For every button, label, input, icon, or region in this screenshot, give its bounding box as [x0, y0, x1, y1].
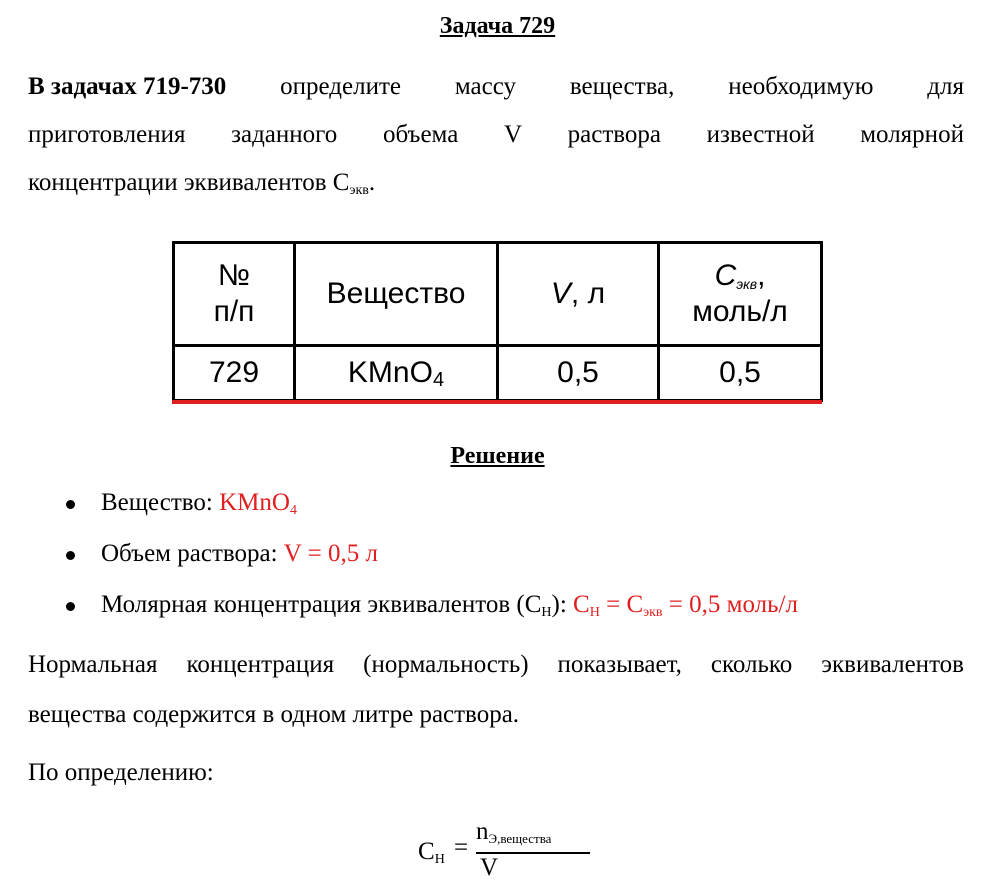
- header-number: [174, 243, 295, 346]
- table-row: [174, 346, 822, 401]
- para-word: эквивалентов: [821, 651, 964, 678]
- intro-word: раствора: [567, 121, 662, 148]
- intro-text: .: [368, 169, 376, 196]
- subscript: Н: [434, 852, 445, 867]
- paragraph-2: По определению:: [28, 759, 214, 786]
- subscript: экв: [643, 605, 663, 620]
- bullet-icon: [66, 602, 75, 611]
- cell-text: KMnO: [347, 356, 433, 389]
- header-concentration: [659, 243, 822, 346]
- subscript: экв: [736, 276, 758, 292]
- intro-word: известной: [706, 121, 815, 148]
- list-item: [0, 588, 995, 639]
- page-title: Задача 729: [439, 13, 556, 39]
- formula-numerator: [476, 818, 551, 846]
- formula-denominator: V: [480, 854, 499, 881]
- subscript: экв: [349, 183, 369, 198]
- subscript: Э,вещества: [488, 831, 552, 846]
- intro-word: массу: [454, 73, 516, 100]
- intro-word: приготовления: [28, 121, 186, 148]
- intro-text: концентрации эквивалентов С: [28, 169, 350, 196]
- item-value: V = 0,5 л: [283, 540, 378, 567]
- table-header-row: [174, 243, 822, 346]
- para-word: показывает,: [557, 651, 682, 678]
- formula-equals: =: [454, 834, 469, 861]
- bullet-icon: [66, 500, 75, 509]
- para-word: концентрация: [186, 651, 335, 678]
- intro-word: заданного: [231, 121, 338, 148]
- intro-line-3: [28, 166, 964, 200]
- item-label: Объем раствора:: [101, 540, 284, 567]
- header-text: №: [217, 259, 251, 292]
- intro-line-2: [28, 118, 964, 152]
- cell-number: 729: [174, 346, 295, 401]
- task-range-bold: В задачах 719-730: [28, 73, 227, 100]
- intro-word: молярной: [860, 121, 964, 148]
- item-label: ):: [551, 591, 574, 618]
- header-var: С: [714, 259, 737, 292]
- formula-text: n: [476, 818, 489, 845]
- header-text: ,: [757, 259, 766, 292]
- para-word: (нормальность): [363, 651, 529, 678]
- subscript: 4: [289, 503, 297, 518]
- given-list: [0, 486, 995, 639]
- header-text: , л: [570, 277, 606, 310]
- item-label: Молярная концентрация эквивалентов (С: [101, 591, 542, 618]
- bullet-icon: [66, 551, 75, 560]
- intro-word: вещества,: [569, 73, 675, 100]
- intro-word: V: [503, 121, 523, 148]
- header-volume: [498, 243, 659, 346]
- item-value: С: [573, 591, 590, 618]
- item-value: = С: [599, 591, 644, 618]
- header-text: моль/л: [692, 295, 788, 328]
- intro-word: объема: [382, 121, 459, 148]
- solution-heading: Решение: [450, 443, 545, 469]
- subscript: Н: [589, 605, 600, 620]
- paragraph-1-line-2: вещества содержится в одном литре раствора.: [28, 701, 520, 728]
- list-item: [0, 537, 995, 588]
- header-var: V: [550, 277, 571, 310]
- header-text: п/п: [213, 295, 255, 328]
- intro-word: для: [927, 73, 964, 100]
- item-value: = 0,5 моль/л: [662, 591, 798, 618]
- formula-text: С: [418, 838, 435, 865]
- subscript: 4: [432, 369, 445, 391]
- formula-lhs: [418, 838, 445, 866]
- intro-line-1: [28, 70, 964, 104]
- cell-substance: [295, 346, 498, 401]
- table-red-underline: [172, 400, 822, 404]
- para-word: Нормальная: [28, 651, 158, 678]
- item-label: Вещество:: [101, 489, 220, 516]
- intro-word: необходимую: [728, 73, 874, 100]
- item-value: KMnO: [219, 489, 290, 516]
- cell-volume: 0,5: [498, 346, 659, 401]
- cell-concentration: 0,5: [659, 346, 822, 401]
- task-table: [172, 241, 823, 402]
- intro-word: определите: [280, 73, 401, 100]
- paragraph-1-line-1: [28, 648, 964, 682]
- subscript: Н: [541, 605, 552, 620]
- header-substance: Вещество: [295, 243, 498, 346]
- list-item: [0, 486, 995, 537]
- para-word: сколько: [710, 651, 793, 678]
